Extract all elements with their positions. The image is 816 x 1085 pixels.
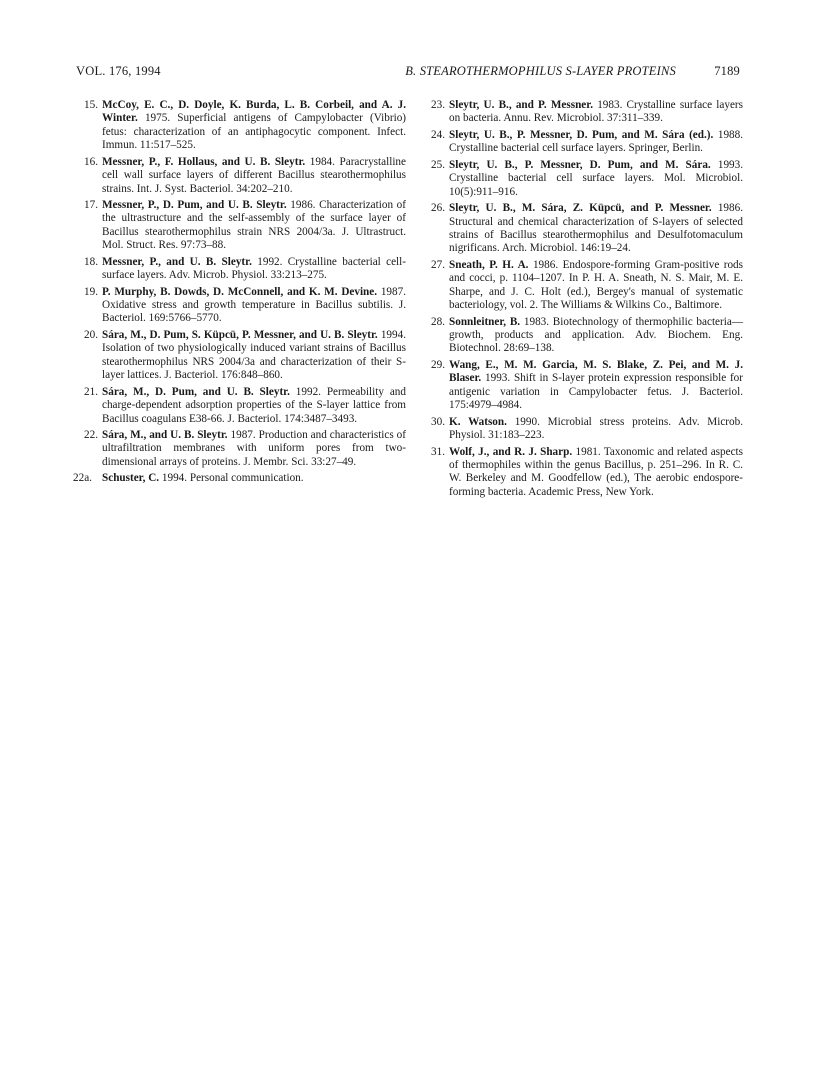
reference-authors: Schuster, C. [102,472,160,485]
reference-number: 19. [84,285,98,298]
reference-number: 20. [84,328,98,341]
reference-text: 1994. Isolation of two physiologically induced variant strains of Bacillus stearothermophilus NRS 2004/3a and characterization of their S-layer lattices. J. Bacteriol. 176:848–860. [102,328,406,382]
reference-number: 24. [431,128,445,141]
reference-text: 1986. Endospore-forming Gram-positive rods and cocci, p. 1104–1207. In P. H. A. Sneath, N. S. Mair, M. E. Sharpe, and J. C. Holt (ed.), Bergey's manual of systematic bacteriology, vol. 2. The Williams & Wilkins Co., Baltimore. [449,258,744,312]
reference-text: 1975. Superficial antigens of Campylobacter (Vibrio) fetus: characterization of an antiphagocytic component. Infect. Immun. 11:517–525. [102,112,407,152]
reference-number: 23. [431,99,445,111]
reference-item [423,446,743,500]
reference-authors: Sára, M., D. Pum, S. Küpcü, P. Messner, and U. B. Sleytr. [102,328,378,341]
reference-authors: K. Watson. [449,415,507,428]
reference-item [423,316,743,356]
running-header [76,64,740,80]
reference-authors: Sleytr, U. B., P. Messner, D. Pum, and M. Sára (ed.). [449,128,714,141]
reference-item [73,472,406,485]
reference-item [76,99,406,153]
reference-number: 28. [431,315,445,328]
references-right-column [423,99,743,502]
reference-item [76,329,406,383]
reference-authors: Sneath, P. H. A. [449,258,529,271]
reference-text: 1993. Shift in S-layer protein expression responsible for antigenic variation in Campylobacter fetus. J. Bacteriol. 175:4979–4984. [449,372,743,412]
reference-text: 1992. Permeability and charge-dependent adsorption properties of the S-layer lattice from Bacillus coagulans E38-66. J. Bacteriol. 174:3487–3493. [102,385,406,425]
page-number: 7189 [714,64,740,78]
reference-authors: Messner, P., F. Hollaus, and U. B. Sleytr. [102,155,306,168]
reference-authors: Messner, P., and U. B. Sleytr. [102,255,252,268]
reference-number: 22. [84,429,98,441]
reference-authors: Sonnleitner, B. [449,315,521,328]
reference-authors: Sleytr, U. B., and P. Messner. [449,99,593,111]
reference-authors: Sára, M., D. Pum, and U. B. Sleytr. [102,385,290,398]
reference-item [423,129,743,156]
reference-text: 1988. Crystalline bacterial cell surface layers. Springer, Berlin. [449,128,744,155]
reference-text: 1986. Characterization of the ultrastructure and the self-assembly of the surface layer of Bacillus stearothermophilus strain NRS 2004/3a. J. Ultrastruct. Mol. Struct. Res. 97:73–88. [102,199,406,252]
reference-item [76,156,406,196]
reference-item [423,99,743,126]
reference-number: 31. [431,445,445,458]
reference-item [423,259,743,313]
reference-item [76,199,406,253]
reference-item [76,429,406,469]
reference-authors: Sleytr, U. B., P. Messner, D. Pum, and M. Sára. [449,158,711,171]
reference-authors: Sára, M., and U. B. Sleytr. [102,429,228,441]
reference-number: 30. [431,415,445,428]
reference-number: 22a. [73,472,92,485]
reference-authors: Wang, E., M. M. Garcia, M. S. Blake, Z. Pei, and M. J. Blaser. [449,358,743,385]
reference-text: 1986. Structural and chemical characterization of S-layers of selected strains of Bacillus stearothermophilus and Desulfotomaculum nigrificans. Arch. Microbiol. 146:19–24. [449,202,743,255]
reference-number: 25. [431,158,445,171]
reference-number: 29. [431,358,445,371]
reference-text: 1983. Biotechnology of thermophilic bacteria—growth, products and application. Adv. Biochem. Eng. Biotechnol. 28:69–138. [449,315,744,355]
reference-authors: McCoy, E. C., D. Doyle, K. Burda, L. B. Corbeil, and A. J. Winter. [102,99,406,125]
reference-item [76,256,406,283]
reference-authors: Sleytr, U. B., M. Sára, Z. Küpcü, and P. Messner. [449,202,712,215]
reference-text: 1981. Taxonomic and related aspects of thermophiles within the genus Bacillus, p. 251–296. In R. C. W. Berkeley and M. Goodfellow (ed.), The aerobic endospore-forming bacteria. Academic Press, New York. [449,445,744,498]
reference-number: 15. [84,99,98,111]
reference-item [423,202,743,256]
reference-text: 1987. Production and characteristics of ultrafiltration membranes with uniform pores from two-dimensional arrays of proteins. J. Membr. Sci. 33:27–49. [102,429,406,468]
reference-number: 27. [431,258,445,271]
reference-authors: Wolf, J., and R. J. Sharp. [449,445,573,458]
running-title: B. STEAROTHERMOPHILUS S-LAYER PROTEINS [405,64,676,78]
references-left-column [73,99,407,489]
reference-text: 1987. Oxidative stress and growth temperature in Bacillus subtilis. J. Bacteriol. 169:5766–5770. [102,285,406,325]
reference-number: 21. [84,385,98,398]
reference-number: 17. [84,199,98,212]
reference-text: 1990. Microbial stress proteins. Adv. Microb. Physiol. 31:183–223. [449,415,743,441]
reference-item [76,386,406,426]
reference-item [423,159,743,199]
reference-text: 1983. Crystalline surface layers on bacteria. Annu. Rev. Microbiol. 37:311–339. [449,99,744,125]
reference-number: 26. [431,202,445,215]
reference-number: 16. [84,155,98,168]
reference-number: 18. [84,255,98,268]
reference-item [423,359,743,413]
reference-authors: P. Murphy, B. Dowds, D. McConnell, and K. M. Devine. [102,285,378,298]
reference-item [76,286,406,326]
reference-authors: Messner, P., D. Pum, and U. B. Sleytr. [102,199,287,212]
reference-text: 1994. Personal communication. [161,472,304,485]
reference-text: 1992. Crystalline bacterial cell-surface layers. Adv. Microb. Physiol. 33:213–275. [102,255,406,282]
journal-volume: VOL. 176, 1994 [76,64,161,78]
reference-text: 1993. Crystalline bacterial cell surface layers. Mol. Microbiol. 10(5):911–916. [449,158,744,198]
reference-text: 1984. Paracrystalline cell wall surface layers of different Bacillus stearothermophilus strains. Int. J. Syst. Bacteriol. 34:202–210. [102,155,406,195]
reference-item [423,416,743,443]
